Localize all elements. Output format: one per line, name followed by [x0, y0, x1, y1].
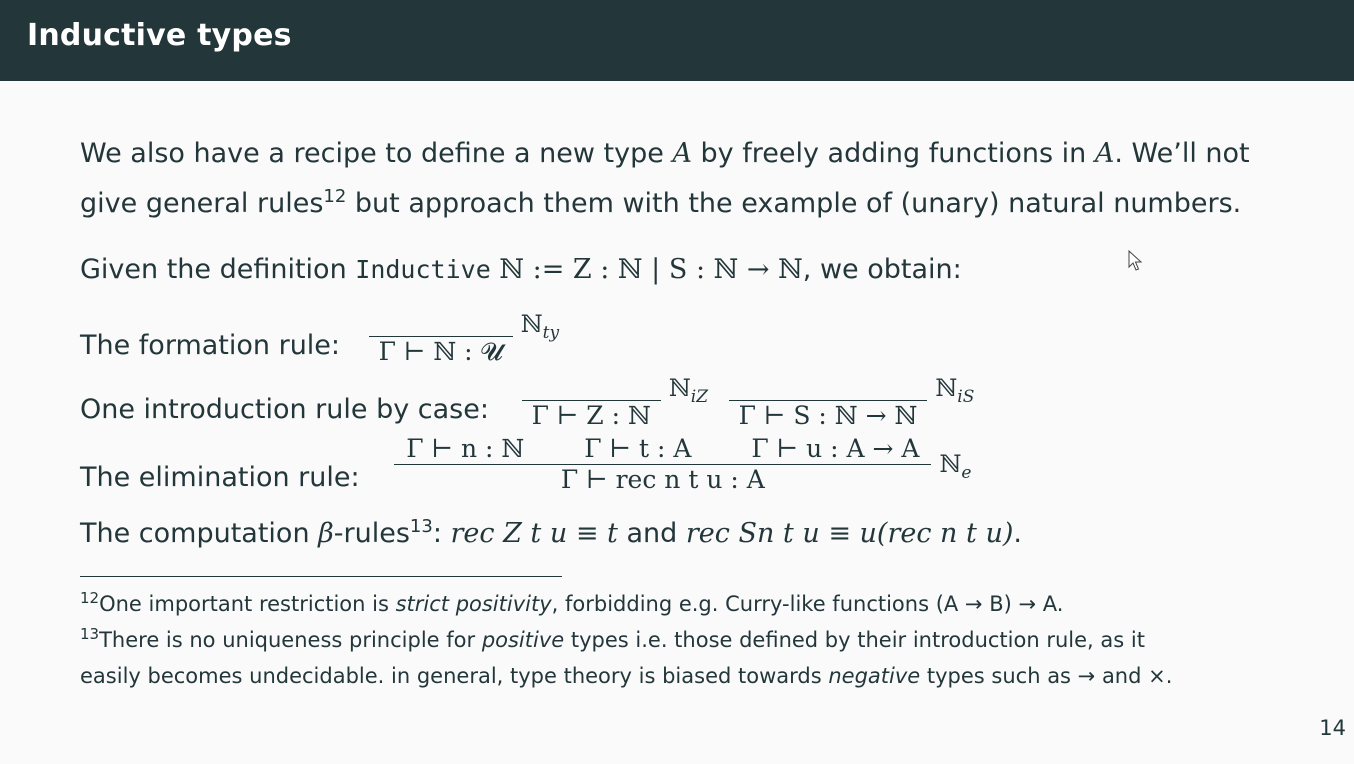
slide-title: Inductive types: [27, 18, 292, 53]
formation-conclusion: Γ ⊢ ℕ : 𝓤: [378, 337, 503, 366]
introduction-label: One introduction rule by case:: [80, 393, 489, 425]
computation-text: -rules: [333, 518, 410, 549]
intro-line-2: [80, 186, 1242, 219]
var-a: A: [1094, 138, 1115, 169]
elimination-premise-n: Γ ⊢ n : ℕ: [406, 434, 525, 463]
slide-header: [0, 0, 1354, 81]
elimination-conclusion: Γ ⊢ rec n t u : A: [560, 465, 765, 494]
introduction-rule-z: [522, 372, 708, 428]
elimination-rule-name: ℕ$_e$: [939, 450, 972, 483]
elimination-premise-u: Γ ⊢ u : A → A: [751, 434, 920, 463]
formation-rule: [369, 308, 559, 364]
elimination-rule: [394, 436, 971, 492]
footnote-divider: [80, 576, 562, 577]
mouse-pointer-icon: [1128, 250, 1144, 276]
var-a: A: [672, 138, 692, 169]
beta-symbol: β: [318, 518, 334, 549]
rule-s-conclusion: Γ ⊢ S : ℕ → ℕ: [738, 401, 918, 430]
rule-z-name: ℕ$_{iZ}$: [668, 374, 709, 407]
footnote-13: $^{13}$There is no uniqueness principle for positive types i.e. those defined by their introduction rule, as it: [80, 625, 1145, 652]
footnote-13-continued: easily becomes undecidable. in general, type theory is biased towards negative types such as → and ×.: [80, 664, 1173, 688]
definition-text: Given the definition: [80, 254, 356, 285]
footnote-ref-13: 13: [409, 516, 433, 537]
inductive-keyword: Inductive: [355, 255, 491, 284]
intro-text: . We’ll not: [1114, 138, 1250, 169]
elimination-premise-t: Γ ⊢ t : A: [584, 434, 692, 463]
intro-line-1: [80, 140, 1250, 167]
intro-text: by freely adding functions in: [691, 138, 1095, 169]
elimination-line: [80, 436, 971, 492]
introduction-rule-s: [729, 372, 975, 428]
elimination-label: The elimination rule:: [80, 461, 360, 493]
intro-text: but approach them with the example of (unary) natural numbers.: [346, 188, 1242, 219]
definition-formula: ℕ := Z : ℕ | S : ℕ → ℕ: [490, 254, 803, 285]
rule-z-conclusion: Γ ⊢ Z : ℕ: [531, 401, 651, 430]
computation-rule-2: rec Sn t u ≡ u(rec n t u): [685, 518, 1014, 549]
footnotes: [80, 586, 1310, 694]
intro-text: We also have a recipe to define a new type: [80, 138, 673, 169]
formation-line: [80, 308, 559, 364]
formation-label: The formation rule:: [80, 329, 341, 361]
page-number: 14: [1319, 716, 1346, 740]
computation-line: The computation β-rules$^{13}$: rec Z t u ≡ t and rec Sn t u ≡ u(rec n t u).: [80, 516, 1022, 549]
formation-rule-name: ℕ$_{ty}$: [520, 310, 560, 343]
footnote-12: $^{12}$One important restriction is strict positivity, forbidding e.g. Curry-like functions (A → B) → A.: [80, 589, 1064, 616]
definition-line: [80, 256, 962, 283]
definition-text: , we obtain:: [802, 254, 962, 285]
rule-s-name: ℕ$_{iS}$: [935, 374, 975, 407]
intro-text: give general rules: [80, 188, 324, 219]
computation-rule-1: rec Z t u ≡ t: [450, 518, 618, 549]
introduction-line: [80, 372, 974, 428]
footnote-ref-12: 12: [323, 186, 347, 207]
computation-text: The computation: [80, 518, 319, 549]
